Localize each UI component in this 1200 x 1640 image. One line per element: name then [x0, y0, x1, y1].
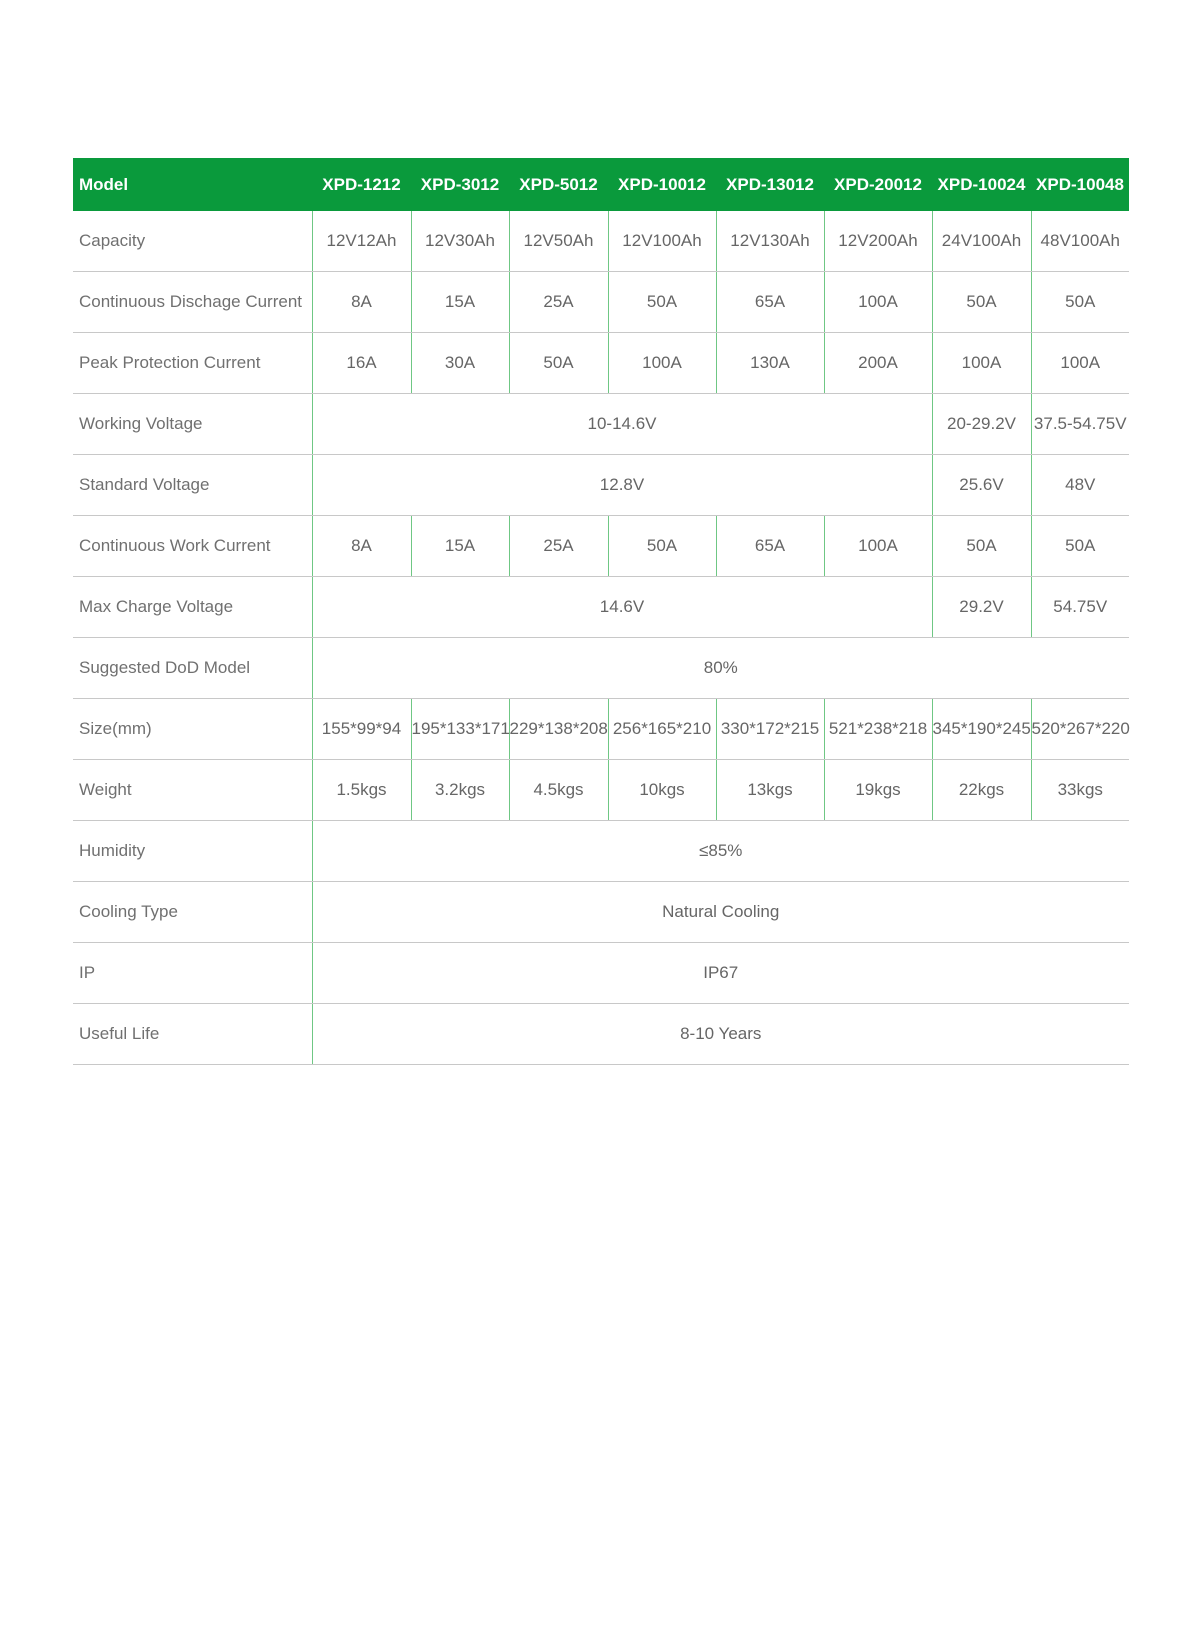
- header-model: XPD-10024: [932, 158, 1031, 211]
- table-row: [73, 638, 1129, 699]
- table-cell: 22kgs: [932, 760, 1031, 821]
- table-cell: 8A: [312, 516, 411, 577]
- table-cell: 256*165*210: [608, 699, 716, 760]
- table-cell: 8A: [312, 272, 411, 333]
- table-cell: Natural Cooling: [312, 882, 1129, 943]
- table-cell: 50A: [608, 272, 716, 333]
- table-cell: 520*267*220: [1031, 699, 1129, 760]
- table-cell: 521*238*218: [824, 699, 932, 760]
- table-cell: 50A: [932, 516, 1031, 577]
- row-label: Continuous Dischage Current: [73, 272, 312, 333]
- table-row: [73, 516, 1129, 577]
- table-cell: 24V100Ah: [932, 211, 1031, 272]
- spec-table: [73, 158, 1129, 1065]
- table-cell: 20-29.2V: [932, 394, 1031, 455]
- table-cell: 12V12Ah: [312, 211, 411, 272]
- table-row: [73, 394, 1129, 455]
- table-cell: 100A: [824, 272, 932, 333]
- header-label: Model: [73, 158, 312, 211]
- table-cell: 50A: [509, 333, 608, 394]
- header-model: XPD-10048: [1031, 158, 1129, 211]
- table-cell: 229*138*208: [509, 699, 608, 760]
- table-cell: 54.75V: [1031, 577, 1129, 638]
- row-label: Peak Protection Current: [73, 333, 312, 394]
- table-cell: 4.5kgs: [509, 760, 608, 821]
- table-cell: 50A: [1031, 516, 1129, 577]
- row-label: Suggested DoD Model: [73, 638, 312, 699]
- table-cell: 100A: [1031, 333, 1129, 394]
- table-cell: 37.5-54.75V: [1031, 394, 1129, 455]
- table-cell: 65A: [716, 516, 824, 577]
- table-row: [73, 577, 1129, 638]
- table-cell: 12V130Ah: [716, 211, 824, 272]
- row-label: Size(mm): [73, 699, 312, 760]
- row-label: Continuous Work Current: [73, 516, 312, 577]
- table-cell: 12V200Ah: [824, 211, 932, 272]
- table-row: [73, 455, 1129, 516]
- table-row: [73, 272, 1129, 333]
- table-cell: 345*190*245: [932, 699, 1031, 760]
- row-label: Cooling Type: [73, 882, 312, 943]
- table-cell: 13kgs: [716, 760, 824, 821]
- table-cell: 8-10 Years: [312, 1004, 1129, 1065]
- row-label: Max Charge Voltage: [73, 577, 312, 638]
- table-cell: 48V: [1031, 455, 1129, 516]
- table-row: [73, 760, 1129, 821]
- table-cell: 100A: [824, 516, 932, 577]
- table-cell: 12V50Ah: [509, 211, 608, 272]
- table-cell: 195*133*171: [411, 699, 509, 760]
- table-cell: 50A: [932, 272, 1031, 333]
- row-label: Useful Life: [73, 1004, 312, 1065]
- table-row: [73, 699, 1129, 760]
- table-cell: 330*172*215: [716, 699, 824, 760]
- table-cell: 200A: [824, 333, 932, 394]
- table-cell: 10kgs: [608, 760, 716, 821]
- table-cell: ≤85%: [312, 821, 1129, 882]
- header-model: XPD-13012: [716, 158, 824, 211]
- table-cell: 100A: [608, 333, 716, 394]
- table-cell: 25A: [509, 516, 608, 577]
- table-cell: 12V30Ah: [411, 211, 509, 272]
- table-body: [73, 211, 1129, 1065]
- table-row: [73, 333, 1129, 394]
- table-cell: 30A: [411, 333, 509, 394]
- header-model: XPD-20012: [824, 158, 932, 211]
- table-cell: IP67: [312, 943, 1129, 1004]
- table-cell: 14.6V: [312, 577, 932, 638]
- row-label: Weight: [73, 760, 312, 821]
- table-cell: 16A: [312, 333, 411, 394]
- table-cell: 12V100Ah: [608, 211, 716, 272]
- header-row: [73, 158, 1129, 211]
- table-cell: 3.2kgs: [411, 760, 509, 821]
- table-cell: 80%: [312, 638, 1129, 699]
- table-row: [73, 882, 1129, 943]
- table-cell: 29.2V: [932, 577, 1031, 638]
- table-cell: 25A: [509, 272, 608, 333]
- table-cell: 155*99*94: [312, 699, 411, 760]
- table-cell: 33kgs: [1031, 760, 1129, 821]
- row-label: Capacity: [73, 211, 312, 272]
- header-model: XPD-10012: [608, 158, 716, 211]
- table-row: [73, 1004, 1129, 1065]
- row-label: Standard Voltage: [73, 455, 312, 516]
- table-cell: 1.5kgs: [312, 760, 411, 821]
- header-model: XPD-1212: [312, 158, 411, 211]
- table-cell: 100A: [932, 333, 1031, 394]
- table-cell: 12.8V: [312, 455, 932, 516]
- table-cell: 15A: [411, 272, 509, 333]
- table-cell: 15A: [411, 516, 509, 577]
- row-label: Working Voltage: [73, 394, 312, 455]
- table-cell: 25.6V: [932, 455, 1031, 516]
- table-cell: 130A: [716, 333, 824, 394]
- table-row: [73, 211, 1129, 272]
- header-model: XPD-5012: [509, 158, 608, 211]
- row-label: Humidity: [73, 821, 312, 882]
- header-model: XPD-3012: [411, 158, 509, 211]
- table-row: [73, 821, 1129, 882]
- table-row: [73, 943, 1129, 1004]
- table-cell: 19kgs: [824, 760, 932, 821]
- table-cell: 50A: [1031, 272, 1129, 333]
- table-cell: 10-14.6V: [312, 394, 932, 455]
- table-cell: 48V100Ah: [1031, 211, 1129, 272]
- row-label: IP: [73, 943, 312, 1004]
- table-cell: 65A: [716, 272, 824, 333]
- table-cell: 50A: [608, 516, 716, 577]
